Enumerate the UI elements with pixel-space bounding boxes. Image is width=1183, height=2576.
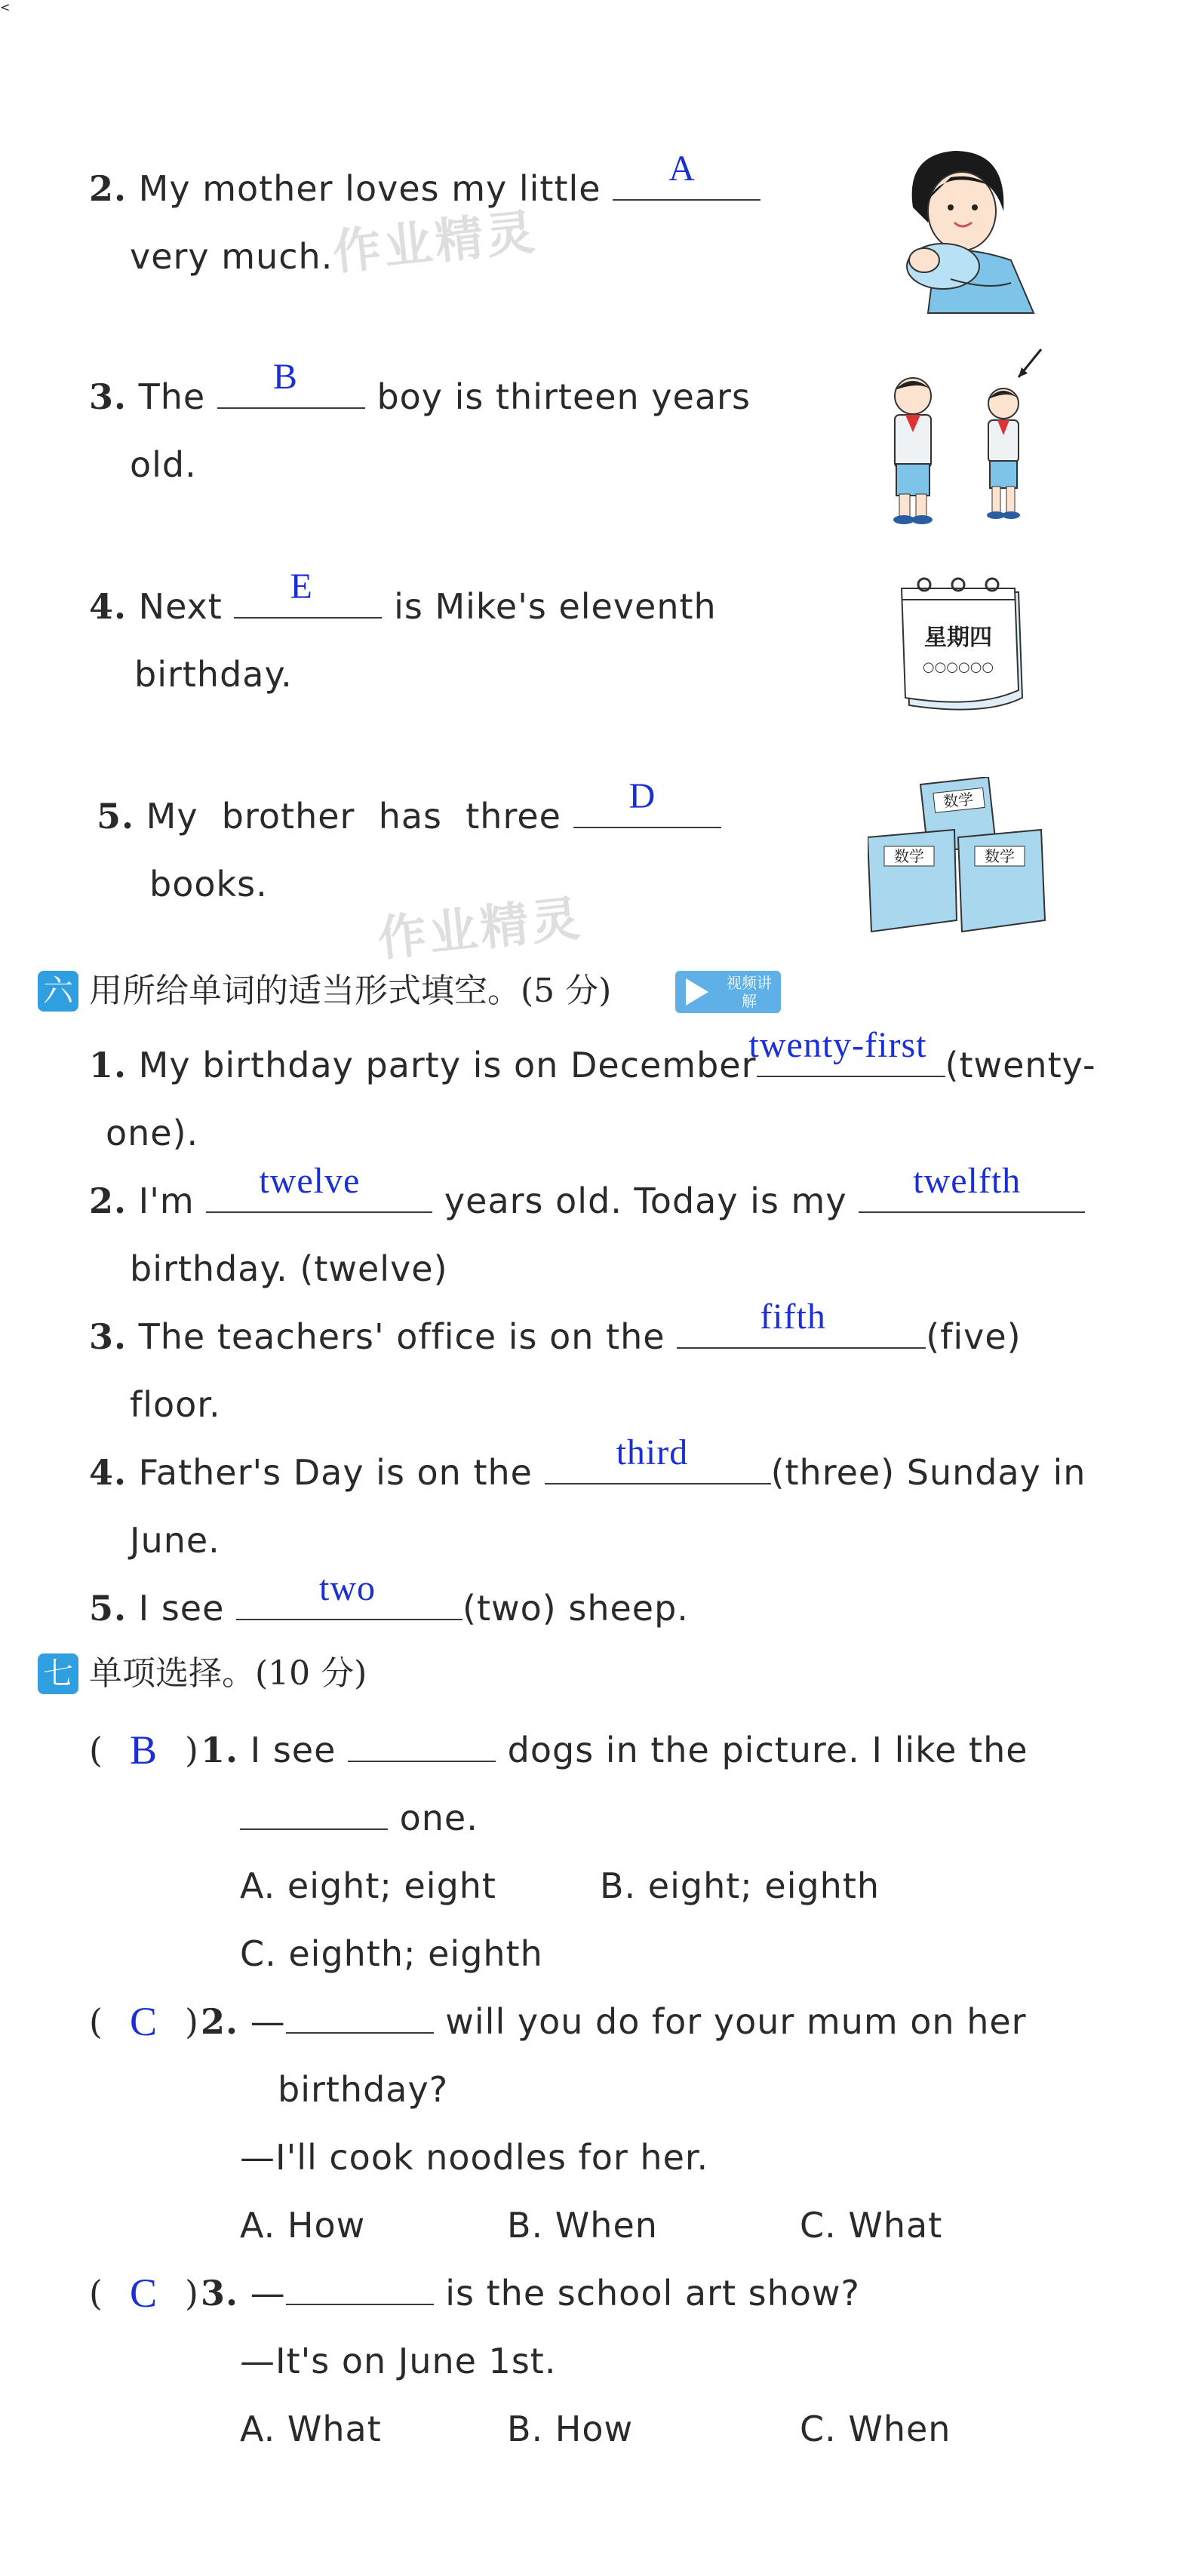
mother-baby-illustration [883, 140, 1049, 321]
q4-blank [234, 566, 382, 619]
s7-q1-line1 [201, 1729, 1028, 1771]
s7-q2-reply: —I'll cook noodles for her. [240, 2137, 709, 2178]
s6-q2-text-mid: years old. Today is my [432, 1181, 859, 1221]
book-label-top: 数学 [942, 789, 975, 812]
q5-text: My brother has three [146, 796, 573, 837]
s7-q2-answer: C [130, 1999, 158, 2044]
s6-q1-blank [748, 1025, 945, 1077]
s6-q2-text-before: I'm [138, 1181, 207, 1221]
q3-text-before: The [138, 376, 217, 417]
s7-q1-blank-2 [240, 1800, 388, 1830]
s7-q2-paren-close: ) [185, 2001, 199, 2042]
watermark-1: 作业精灵 [330, 204, 540, 281]
q4-line1 [89, 566, 717, 628]
q5-blank [573, 776, 721, 828]
q2-text: My mother loves my little [138, 168, 613, 209]
s6-q4-answer: third [616, 1432, 689, 1472]
q3-line1 [89, 357, 751, 418]
s7-q2-option-b[interactable]: B. When [507, 2205, 658, 2246]
s7-q1-text-c: one. [388, 1798, 478, 1838]
s6-q2-answer-1: twelve [259, 1161, 361, 1201]
s6-q3-text-before: The teachers' office is on the [138, 1316, 678, 1357]
q2-blank [613, 149, 760, 201]
s7-q3-number: 3. [201, 2273, 239, 2313]
s6-q4-line2: June. [130, 1520, 220, 1561]
s7-q3-dash: — [250, 2273, 286, 2313]
s7-q3-paren-close: ) [185, 2273, 199, 2313]
q2-answer: A [668, 149, 696, 189]
s7-q2-line1 [201, 2000, 1027, 2043]
q3-text-after: boy is thirteen years [364, 376, 751, 417]
s6-q2-answer-2: twelfth [913, 1161, 1022, 1201]
q2-line2: very much. [130, 236, 333, 277]
s6-q3-answer: fifth [760, 1297, 826, 1337]
watermark-2: 作业精灵 [375, 890, 585, 968]
s7-q1-answer: B [130, 1727, 158, 1773]
s6-q2-number: 2. [89, 1181, 128, 1221]
s6-q3-line1 [89, 1297, 1022, 1358]
video-lecture-label: 视频讲解 [727, 974, 772, 1010]
calendar-illustration [894, 570, 1030, 720]
q4-text-after: is Mike's eleventh [382, 586, 717, 627]
s7-q2-option-c[interactable]: C. What [800, 2205, 943, 2246]
s6-q2-line1 [89, 1161, 1085, 1222]
math-books-illustration [868, 777, 1049, 935]
s7-q2-number: 2. [201, 2001, 239, 2042]
q4-number: 4. [89, 586, 128, 627]
section-6-title: 用所给单词的适当形式填空。(5 分) [89, 972, 612, 1010]
s7-q3-answer: C [130, 2271, 158, 2316]
s6-q2-blank-1 [206, 1161, 432, 1213]
q3-number: 3. [89, 376, 128, 417]
video-lecture-button[interactable] [675, 971, 781, 1013]
s7-q3-line1 [201, 2272, 860, 2314]
q3-line2: old. [130, 444, 197, 485]
s7-q1-paren-open: ( [89, 1730, 103, 1770]
s7-q1-text-a: I see [250, 1730, 349, 1770]
q4-line2: birthday. [134, 654, 293, 695]
s7-q3-option-c[interactable]: C. When [800, 2409, 951, 2449]
s7-q1-number: 1. [201, 1730, 239, 1770]
svg-text:○○○○○○: ○○○○○○ [922, 659, 994, 675]
q5-line1 [97, 776, 721, 837]
s6-q5-line1 [89, 1568, 689, 1629]
s6-q2-blank-2 [859, 1161, 1085, 1213]
s6-q5-text-after: (two) sheep. [462, 1588, 689, 1629]
s6-q4-number: 4. [89, 1452, 128, 1493]
q2-number: 2. [89, 168, 128, 209]
q3-answer: B [272, 357, 298, 397]
q4-answer: E [290, 566, 313, 606]
s6-q3-blank [677, 1297, 926, 1349]
q4-text-before: Next [138, 586, 235, 627]
book-label-right: 数学 [985, 847, 1015, 865]
s6-q1-line2: one). [106, 1113, 199, 1153]
s7-q3-blank [286, 2275, 434, 2305]
s7-q1-line2 [240, 1797, 478, 1839]
s6-q1-line1 [89, 1025, 1096, 1086]
q2-line1 [89, 149, 760, 210]
s6-q3-line2: floor. [130, 1384, 221, 1425]
s7-q3-option-a[interactable]: A. What [240, 2409, 382, 2449]
s7-q1-blank-1 [348, 1732, 496, 1762]
s7-q2-text: will you do for your mum on her [433, 2001, 1027, 2042]
q5-line2: books. [149, 864, 268, 904]
calendar-label: 星期四 [924, 625, 992, 651]
s7-q3-text: is the school art show? [433, 2273, 860, 2313]
s7-q1-option-c[interactable]: C. eighth; eighth [240, 1933, 543, 1974]
s6-q5-text-before: I see [138, 1588, 237, 1629]
s7-q2-dash: — [250, 2001, 286, 2042]
s6-q2-line2: birthday. (twelve) [130, 1248, 448, 1289]
s7-q2-paren-open: ( [89, 2001, 103, 2042]
s6-q4-blank [545, 1432, 771, 1485]
s7-q1-text-b: dogs in the picture. I like the [496, 1730, 1028, 1770]
s7-q3-reply: —It's on June 1st. [240, 2341, 557, 2381]
s7-q2-line2: birthday? [278, 2069, 449, 2110]
s6-q4-line1 [89, 1432, 1086, 1494]
s7-q1-option-a[interactable]: A. eight; eight [240, 1865, 496, 1906]
s6-q5-blank [236, 1568, 462, 1620]
s6-q1-text-before: My birthday party is on December [138, 1045, 757, 1085]
s6-q4-text-before: Father's Day is on the [138, 1452, 545, 1493]
s6-q1-text-after: (twenty- [945, 1045, 1096, 1085]
s7-q3-paren-open: ( [89, 2273, 103, 2313]
section-7: 七 单项选择。(10 分) ( B ) 1. I see dogs in the picture. I like the one. A. eight; eight B. eight; eighth C. eighth; eighth ( C ) 2. — will you do for your mum on her birthday? —I'll cook noodles for her. A. How B. When C. What < ( C ) 3. — is the school art show? —It's on June 1st. A. What B. How C. When [0, 0, 1028, 2449]
section-6-badge: 六 [38, 971, 78, 1012]
q5-number: 5. [97, 796, 135, 837]
s6-q3-text-after: (five) [926, 1316, 1022, 1357]
s6-q5-answer: two [319, 1568, 376, 1608]
s7-q1-paren-close: ) [185, 1730, 199, 1770]
s6-q5-number: 5. [89, 1588, 128, 1629]
section-7-title: 单项选择。(10 分) [89, 1654, 367, 1693]
two-boys-illustration [868, 343, 1049, 532]
s6-q3-number: 3. [89, 1316, 128, 1357]
s7-q3-option-b[interactable]: B. How [507, 2409, 634, 2449]
q3-blank [217, 357, 365, 409]
s6-q1-number: 1. [89, 1045, 128, 1085]
s6-q1-answer: twenty-first [748, 1025, 927, 1065]
s6-q4-text-after: (three) Sunday in [770, 1452, 1086, 1493]
s7-q2-option-a[interactable]: A. How [240, 2205, 366, 2246]
section-7-badge: 七 [38, 1653, 78, 1694]
q5-answer: D [628, 776, 656, 816]
s7-q1-option-b[interactable]: B. eight; eighth [600, 1865, 880, 1906]
s7-q2-blank [286, 2003, 434, 2034]
book-label-left: 数学 [894, 847, 924, 865]
play-icon [686, 978, 708, 1006]
